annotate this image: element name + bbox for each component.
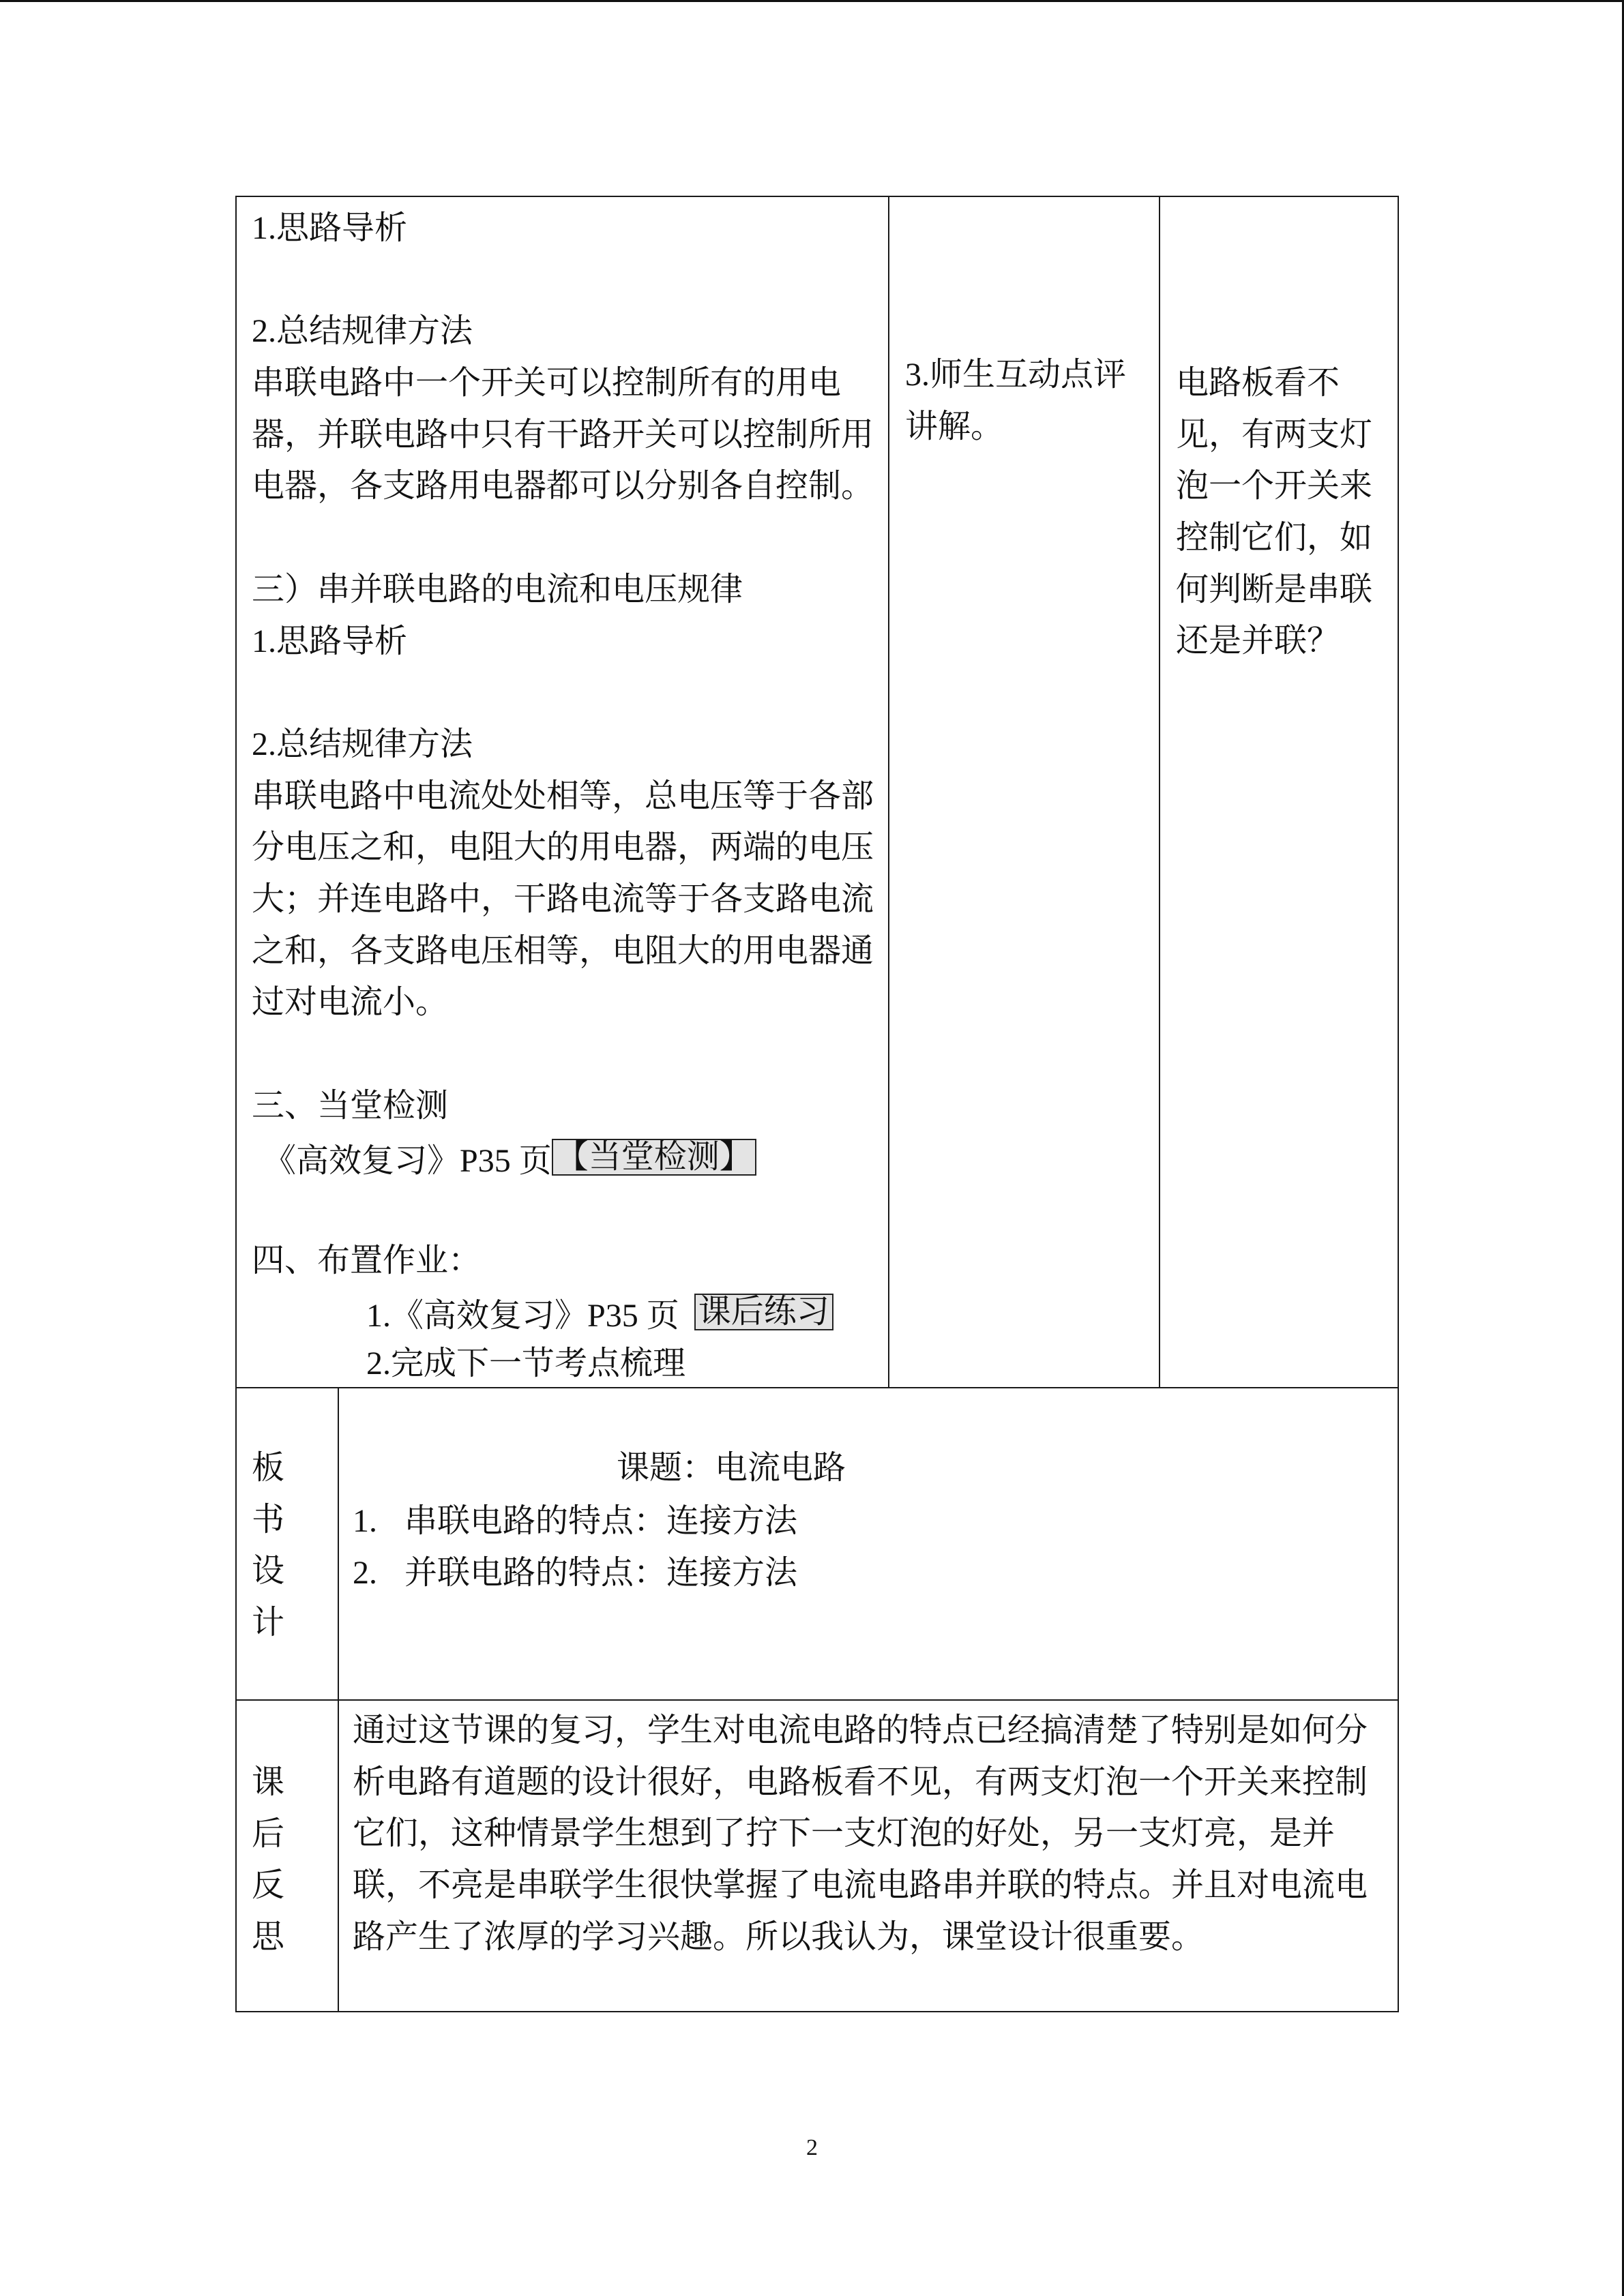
blank-line	[252, 512, 874, 564]
teacher-activity-line: 讲解。	[905, 408, 1004, 445]
side-note-line: 何判断是串联	[1176, 571, 1373, 608]
summary-heading: 2.总结规律方法	[252, 313, 473, 350]
board-design-item-text: 串联电路的特点：连接方法	[404, 1503, 798, 1539]
process-cell	[252, 203, 874, 1390]
section-heading: 三）串并联电路的电流和电压规律	[252, 571, 743, 608]
table-border-top	[235, 196, 1399, 197]
reflection-line: 联，不亮是串联学生很快掌握了电流电路串并联的特点。并且对电流电	[353, 1867, 1368, 1904]
reflection-label-char: 思	[252, 1919, 285, 1956]
board-design-item-number: 2.	[353, 1554, 377, 1591]
page-frame-top	[0, 0, 1624, 2]
reflection-line: 析电路有道题的设计很好，电路板看不见，有两支灯泡一个开关来控制	[353, 1763, 1368, 1800]
teacher-activity-line: 3.师生互动点评	[905, 357, 1127, 393]
homework-item-1	[252, 1286, 874, 1338]
homework-item-1-text: 1.《高效复习》P35 页	[366, 1297, 679, 1334]
side-note-cell	[1176, 357, 1372, 667]
homework-item-2: 2.完成下一节考点梳理	[366, 1345, 686, 1382]
summary-line: 过对电流小。	[252, 984, 449, 1021]
homework-item-1-boxed-label: 课后练习	[694, 1294, 833, 1330]
blank-line	[252, 254, 874, 306]
homework-heading: 四、布置作业：	[252, 1242, 482, 1279]
side-note-line: 还是并联？	[1176, 623, 1340, 659]
board-design-label-char: 计	[252, 1605, 285, 1641]
column-divider-label	[338, 1388, 339, 2012]
analysis-step: 1.思路导析	[252, 623, 408, 659]
page-number: 2	[806, 2135, 818, 2160]
summary-line: 电器，各支路用电器都可以分别各自控制。	[252, 468, 874, 505]
blank-line	[252, 667, 874, 719]
summary-line: 之和，各支路电压相等，电阻大的用电器通	[252, 932, 874, 969]
board-design-item	[353, 1547, 797, 1599]
board-design-item-number: 1.	[353, 1503, 377, 1539]
board-design-label-char: 板	[252, 1450, 285, 1486]
side-note-line: 电路板看不	[1176, 365, 1340, 401]
board-design-label-char: 设	[252, 1553, 285, 1590]
summary-line: 器，并联电路中只有干路开关可以控制所用	[252, 416, 874, 453]
reflection-line: 通过这节课的复习，学生对电流电路的特点已经搞清楚了特别是如何分	[353, 1712, 1368, 1748]
board-design-item	[353, 1495, 797, 1547]
reflection-text	[353, 1705, 1368, 1963]
board-design-title-text: 课题：电流电路	[617, 1450, 846, 1486]
summary-line: 串联电路中电流处处相等，总电压等于各部	[252, 777, 874, 814]
blank-line	[252, 1183, 874, 1235]
blank-line	[252, 1028, 874, 1080]
classroom-test-line	[252, 1131, 874, 1183]
summary-heading: 2.总结规律方法	[252, 726, 473, 762]
teacher-activity-cell	[905, 349, 1126, 452]
reflection-line: 它们，这种情景学生想到了拧下一支灯泡的好处，另一支灯亮，是并	[353, 1815, 1335, 1852]
classroom-test-boxed-label: 【当堂检测】	[552, 1139, 756, 1176]
board-design-title	[617, 1442, 846, 1494]
summary-line: 串联电路中一个开关可以控制所有的用电	[252, 365, 842, 402]
classroom-test-text: 《高效复习》P35 页	[263, 1142, 552, 1179]
column-divider-teacher	[888, 196, 889, 1388]
side-note-line: 泡一个开关来	[1176, 468, 1373, 505]
classroom-test-heading: 三、当堂检测	[252, 1087, 449, 1124]
board-design-label-char: 书	[252, 1501, 285, 1538]
row-divider-reflection	[235, 1699, 1399, 1701]
table-border-right	[1398, 196, 1399, 2012]
reflection-label-char: 课	[252, 1764, 285, 1800]
column-divider-note	[1159, 196, 1160, 1388]
side-note-line: 控制它们，如	[1176, 520, 1373, 556]
side-note-line: 见，有两支灯	[1176, 416, 1373, 453]
reflection-label-char: 后	[252, 1815, 285, 1852]
reflection-line: 路产生了浓厚的学习兴趣。所以我认为，课堂设计很重要。	[353, 1918, 1205, 1955]
board-design-item-text: 并联电路的特点：连接方法	[404, 1554, 798, 1591]
summary-line: 大；并连电路中，干路电流等于各支路电流	[252, 880, 874, 917]
reflection-label	[252, 1757, 284, 1963]
summary-line: 分电压之和，电阻大的用电器，两端的电压	[252, 829, 874, 866]
reflection-label-char: 反	[252, 1867, 285, 1904]
table-border-left	[235, 196, 237, 2012]
board-design-items	[353, 1495, 797, 1598]
analysis-step: 1.思路导析	[252, 210, 408, 246]
board-design-label	[252, 1442, 284, 1649]
table-border-bottom	[235, 2011, 1399, 2012]
